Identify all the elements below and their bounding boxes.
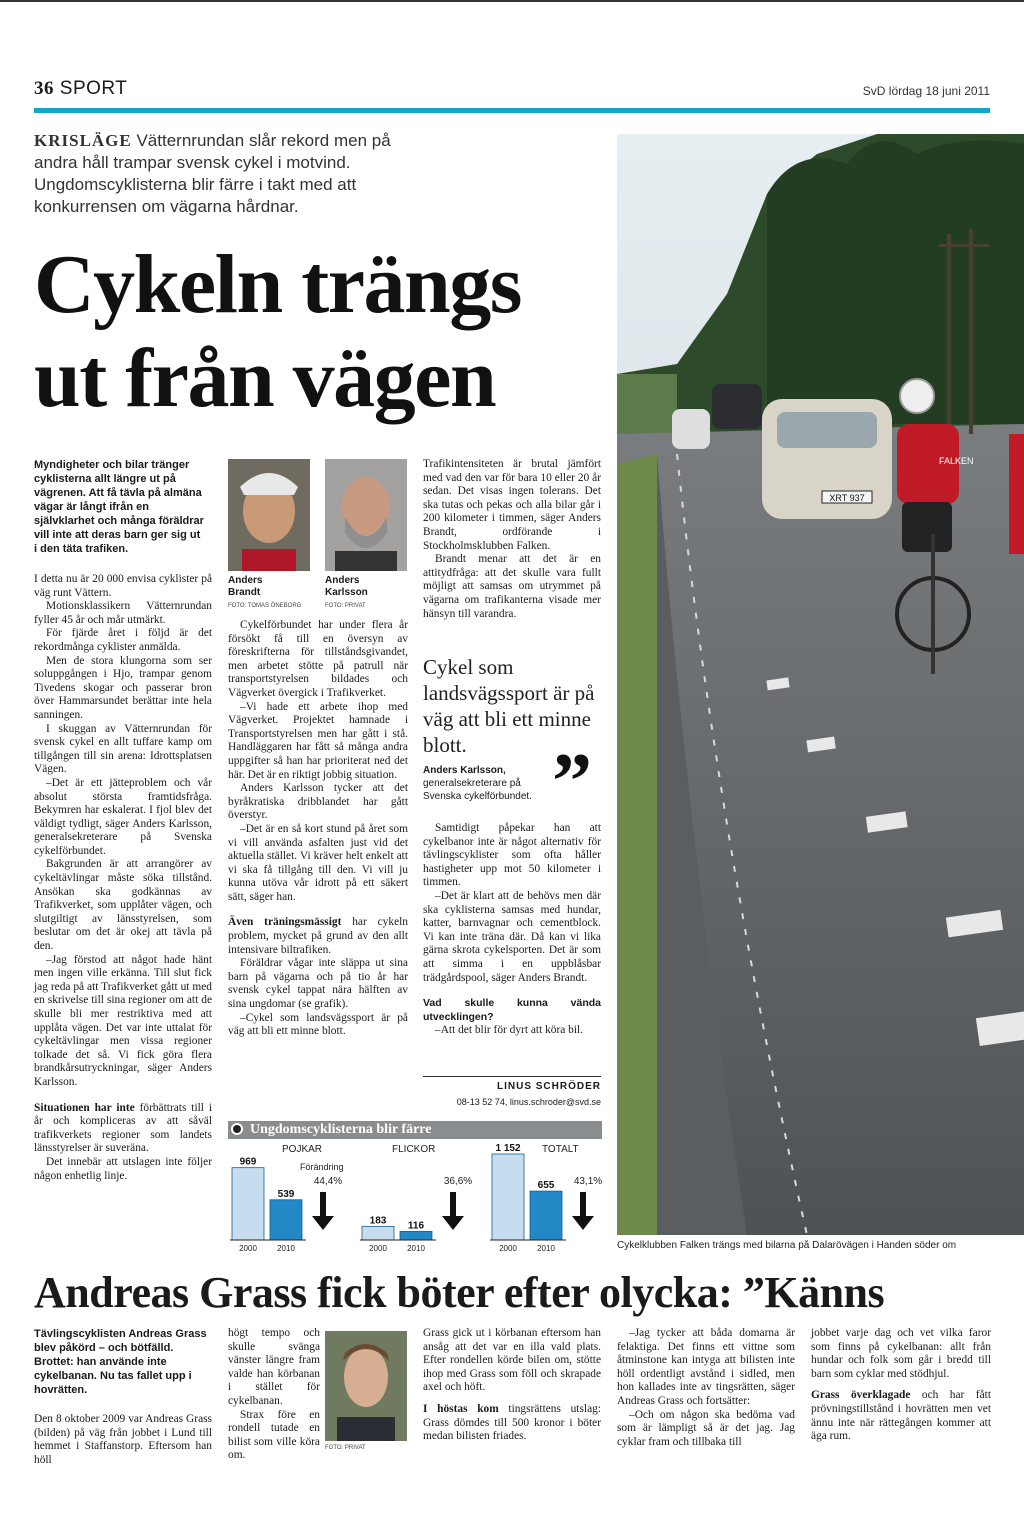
article-column-2 <box>228 619 408 1039</box>
value-label-pojkar-2000: 969 <box>239 1156 257 1168</box>
bar-pojkar-2010 <box>270 1200 302 1240</box>
value-label-totalt-2000: 1 152 <box>495 1143 521 1154</box>
section-rule <box>34 108 990 113</box>
paragraph: högt tempo och skulle svänga vänster längre fram valde han körbanan i stället för cykelbanan. <box>228 1327 320 1407</box>
bar-totalt-2010 <box>530 1191 562 1240</box>
section-name: SPORT <box>59 78 128 99</box>
bar-totalt-2000 <box>492 1154 524 1240</box>
tick-label-2000: 2000 <box>499 1244 517 1253</box>
tick-label-2010: 2010 <box>277 1244 295 1253</box>
paragraph: jobbet varje dag och vet vilka faror som finns på cykelbanan: allt från hundar och folk som går i bredd till barn som cyklar med stödhjul. <box>811 1327 991 1380</box>
paragraph: I detta nu är 20 000 envisa cyklister på väg runt Vättern. <box>34 573 212 599</box>
paragraph: Anders Karlsson tycker att det byråkratiska dribblandet har gått överstyr. <box>228 782 408 822</box>
subhead-bold: I höstas kom <box>423 1402 499 1415</box>
pull-quote-role: generalsekreterare på Svenska cykelförbundet. <box>423 778 532 802</box>
main-photo-caption: Cykelklubben Falken trängs med bilarna på Dalarövägen i Handen söder om <box>617 1240 957 1251</box>
main-photo <box>617 134 1024 1235</box>
portrait-brandt-illustration <box>228 459 310 571</box>
article-lead: Myndigheter och bilar tränger cyklisterna allt längre ut på vägrenen. Att få tävla på almäna vägar är långt ifrån en självklarhet och många föräldrar vill inte att deras barn ger sig ut i den täta trafiken. <box>34 459 204 555</box>
tick-label-2010: 2010 <box>537 1244 555 1253</box>
page-number: 36 <box>34 78 54 99</box>
paragraph: För fjärde året i följd är det rekordmånga cyklister anmälda. <box>34 627 212 653</box>
tick-label-2010: 2010 <box>407 1244 425 1253</box>
paragraph-text: tingsrättens utslag: Grass dömdes till 500 kronor i böter medan bilisten friades. <box>423 1402 601 1443</box>
chart-title-bar <box>228 1121 602 1139</box>
pull-quote-name: Anders Karlsson, <box>423 765 506 776</box>
paragraph: –Det är en så kort stund på året som vi vill använda asfalten just vid det aktuella stället. Vi kräver helt enkelt att vi ska få tillgång till den. Vi vill ju kunna utöva vår idrott på ett säkert sätt, säger han. <box>228 822 408 903</box>
pull-quote-attribution <box>423 764 553 803</box>
tick-label-2000: 2000 <box>239 1244 257 1253</box>
question: Vad skulle kunna vända utvecklingen? <box>423 997 601 1023</box>
paragraph <box>423 1403 601 1444</box>
byline-contact: 08-13 52 74, linus.schroder@svd.se <box>456 1097 601 1107</box>
change-value-flickor: 36,6% <box>443 1176 473 1187</box>
paragraph: –Jag tycker att båda domarna är felaktiga. Det finns ett vittne som åtminstone kan intyga att bilisten inte höll ordentligt avstånd i sidled, men hon kallades inte av tingsrätten, säger Andreas Grass och fortsätter: <box>617 1327 795 1407</box>
portrait-grass-illustration <box>325 1331 407 1441</box>
subhead-bold: Situationen har inte <box>34 1101 135 1114</box>
kicker <box>34 130 404 218</box>
paragraph: Det innebär att utslagen inte följer någon enhetlig linje. <box>34 1155 212 1182</box>
second-column-3 <box>423 1327 601 1444</box>
page-folio <box>34 78 127 100</box>
bar-pojkar-2000 <box>232 1168 264 1240</box>
paragraph: Cykelförbundet har under flera år försökt få till en översyn av föreskrifterna för tillståndsgivandet, men arbetet stötte på patrull när transportstyrelsen bildades och Vägverket övergick i Trafikverket. <box>228 619 408 699</box>
paragraph <box>811 1389 991 1443</box>
paragraph: –Det är ett jätteproblem och vår absolut största framtidsfråga. Bekymren har eskalerat. I fjol blev det väldigt tydligt, säger Anders Karlsson, generalsekreterare på Svenska cykelförbundet. <box>34 776 212 857</box>
paragraph: Samtidigt påpekar han att cykelbanor inte är något alternativ för tävlingscyklister som ofta håller hastigheter upp mot 50 kilometer i timmen. <box>423 822 601 889</box>
paragraph: Brandt menar att det är en attitydfråga: att det skulle vara fullt möjligt att samsas om utrymmet på vägarna om trafikanterna visade mer hänsyn till varandra. <box>423 553 601 620</box>
top-rule <box>0 0 1024 2</box>
portrait-name-karlsson: Anders Karlsson <box>325 575 368 598</box>
portrait-andreas-grass <box>325 1331 407 1441</box>
paragraph: Motionsklassikern Vätternrundan fyller 45 år och mår utmärkt. <box>34 600 212 626</box>
paragraph: –Cykel som landsvägssport är på väg att bli ett minne blott. <box>228 1011 408 1038</box>
subhead-bold: Även träningsmässigt <box>228 916 342 929</box>
portrait-karlsson-illustration <box>325 459 407 571</box>
paragraph: Men de stora klungorna som ser soluppgången i Hjo, trampar genom Tivedens skogar och passerar bron över Hammarsundet berättar inte hela sanningen. <box>34 654 212 721</box>
paragraph: I skuggan av Vätternrundan för svensk cykel en allt tuffare kamp om tillgången till sin arena: Idrottsplatsen Vägen. <box>34 722 212 776</box>
quote-mark-icon: ” <box>552 738 592 826</box>
second-column-5 <box>811 1327 991 1444</box>
bar-flickor-2010 <box>400 1231 432 1240</box>
second-article-headline: Andreas Grass fick böter efter olycka: ”Känns <box>34 1268 885 1317</box>
license-plate-text: XRT 937 <box>829 493 865 503</box>
paragraph-text: och har fått prövningstillstånd i hovrätten men vet ännu inte när rättegången kommer att äga rum. <box>811 1389 991 1443</box>
headline-line-1: Cykeln trängs <box>34 238 521 331</box>
article-column-3b <box>423 822 601 1038</box>
value-label-flickor-2000: 183 <box>369 1215 387 1227</box>
paragraph: Grass gick ut i körbanan eftersom han ansåg att det var en illa vald plats. Efter rondellen körde bilen om, stötte ihop med Grass som föll och skrapade axel och höft. <box>423 1327 601 1394</box>
down-arrow-icon <box>312 1192 334 1230</box>
chart-title: Ungdomscyklisterna blir färre <box>250 1122 432 1137</box>
portrait-name-brandt: Anders Brandt <box>228 575 263 598</box>
series-label-pojkar: POJKAR <box>282 1144 323 1155</box>
second-column-2 <box>228 1327 320 1463</box>
second-column-1: Den 8 oktober 2009 var Andreas Grass (bilden) på väg från jobbet i Lund till hemmet i Staffanstorp. Eftersom han höll <box>34 1413 212 1466</box>
series-label-flickor: FLICKOR <box>392 1144 436 1155</box>
kicker-label: KRISLÄGE <box>34 131 132 150</box>
change-label: Förändring <box>300 1162 344 1172</box>
grass-photo-credit: FOTO: PRIVAT <box>325 1445 366 1451</box>
paragraph-text: har cykeln problem, mycket på grund av den allt intensivare biltrafiken. <box>228 916 408 956</box>
value-label-flickor-2010: 116 <box>407 1220 425 1232</box>
youth-cyclists-chart <box>228 1140 602 1255</box>
page-title <box>34 238 614 426</box>
second-column-4 <box>617 1327 795 1449</box>
subhead-bold: Grass överklagade <box>811 1389 911 1402</box>
tick-label-2000: 2000 <box>369 1244 387 1253</box>
article-column-1 <box>34 573 212 1183</box>
paragraph: Strax före en rondell tutade en bilist som ville köra om. <box>228 1408 320 1462</box>
second-article-lead: Tävlingscyklisten Andreas Grass blev påkörd – och bötfälld. Brottet: han använde inte cykelbanan. Nu tas fallet upp i hovrätten. <box>34 1328 207 1396</box>
byline-rule <box>423 1076 601 1077</box>
value-label-totalt-2010: 655 <box>537 1180 555 1192</box>
paragraph: –Och om någon ska bedöma vad som är lämpligt så är det jag. Jag cyklar fram och tillbaka till <box>617 1408 795 1448</box>
down-arrow-icon <box>442 1192 464 1230</box>
paragraph: –Vi hade ett arbete ihop med Vägverket. Projektet hamnade i Transportstyrelsen men har gått i stå. Handläggaren har fått så många andra uppgifter så han har prioriterat ned det här. Det är en riktigt jobbig situation. <box>228 700 408 781</box>
portrait-credit-karlsson: FOTO: PRIVAT <box>325 603 366 609</box>
bar-flickor-2000 <box>362 1226 394 1240</box>
answer: –Att det blir för dyrt att köra bil. <box>435 1024 584 1037</box>
kicker-text: Vätternrundan slår rekord men på andra håll trampar svensk cykel i motvind. Ungdomscyklisterna blir färre i takt med att konkurrensen om vägarna hårdnar. <box>34 131 391 216</box>
down-arrow-icon <box>572 1192 594 1230</box>
paragraph: Trafikintensiteten är brutal jämfört med vad den var för bara 10 eller 20 år sedan. Det visas ingen tolerans. Det ska tutas och pekas och alla bilar går i 200 kilometer i timmen, säger Anders Brandt, ordförande i Stockholmsklubben Falken. <box>423 458 601 552</box>
change-value-pojkar: 44,4% <box>313 1176 343 1187</box>
jersey-text: FALKEN <box>939 456 974 466</box>
paragraph: –Jag förstod att något hade hänt men ingen ville erkänna. Till slut fick jag reda på att Trafikverket gått ut med en skrivelse till sina regioner om att de skulle bli mer restriktiva med att upplåta vägen. Det var inte uttalat för cykeltävlingar men vissa regioner tolkade det så. Vi fick göra flera brandkårsutryckningar, säger Anders Karlsson. <box>34 953 212 1088</box>
paragraph <box>34 1102 212 1156</box>
portrait-anders-brandt <box>228 459 310 571</box>
portrait-credit-brandt: FOTO: TOMAS ÖNEBORG <box>228 603 302 609</box>
byline-name: LINUS SCHRÖDER <box>496 1081 601 1092</box>
paragraph: –Det är klart att de behövs men där ska cyklisterna samsas med hundar, katter, barnvagnar och cementblock. Vi kan inte träna där. Då kan vi lika gärna skrota cykelsporten. Det är som att simma i en uppblåsbar trädgårdspool, säger Anders Brandt. <box>423 889 601 984</box>
dateline: SvD lördag 18 juni 2011 <box>862 84 990 98</box>
change-value-totalt: 43,1% <box>573 1176 602 1187</box>
portrait-anders-karlsson <box>325 459 407 571</box>
paragraph-text: förbättrats till i år och kompliceras av att såväl trafikverkets regioner som landets länsstyrelser är suveräna. <box>34 1101 212 1155</box>
paragraph <box>228 916 408 957</box>
pull-quote: Cykel som landsvägssport är på väg att bli ett minne blott. <box>423 655 595 757</box>
series-label-totalt: TOTALT <box>542 1144 579 1155</box>
cyclists-photo-illustration <box>617 134 1024 1235</box>
paragraph: Bakgrunden är att arrangörer av cykeltävlingar måste söka tillstånd. Ansökan ska godkännas av Trafikverket, som upplåter vägen, och slutgiltigt av länsstyrelsen, som beslutar om det är okej att tävla på den. <box>34 858 212 953</box>
paragraph: Föräldrar vågar inte släppa ut sina barn på vägarna och på tio år har svensk cykel tappat nära hälften av sina ungdomar (se grafik). <box>228 957 408 1011</box>
chart-logo-icon <box>231 1123 243 1135</box>
value-label-pojkar-2010: 539 <box>277 1188 295 1200</box>
article-column-3 <box>423 458 601 621</box>
headline-line-2: ut från vägen <box>34 332 496 425</box>
